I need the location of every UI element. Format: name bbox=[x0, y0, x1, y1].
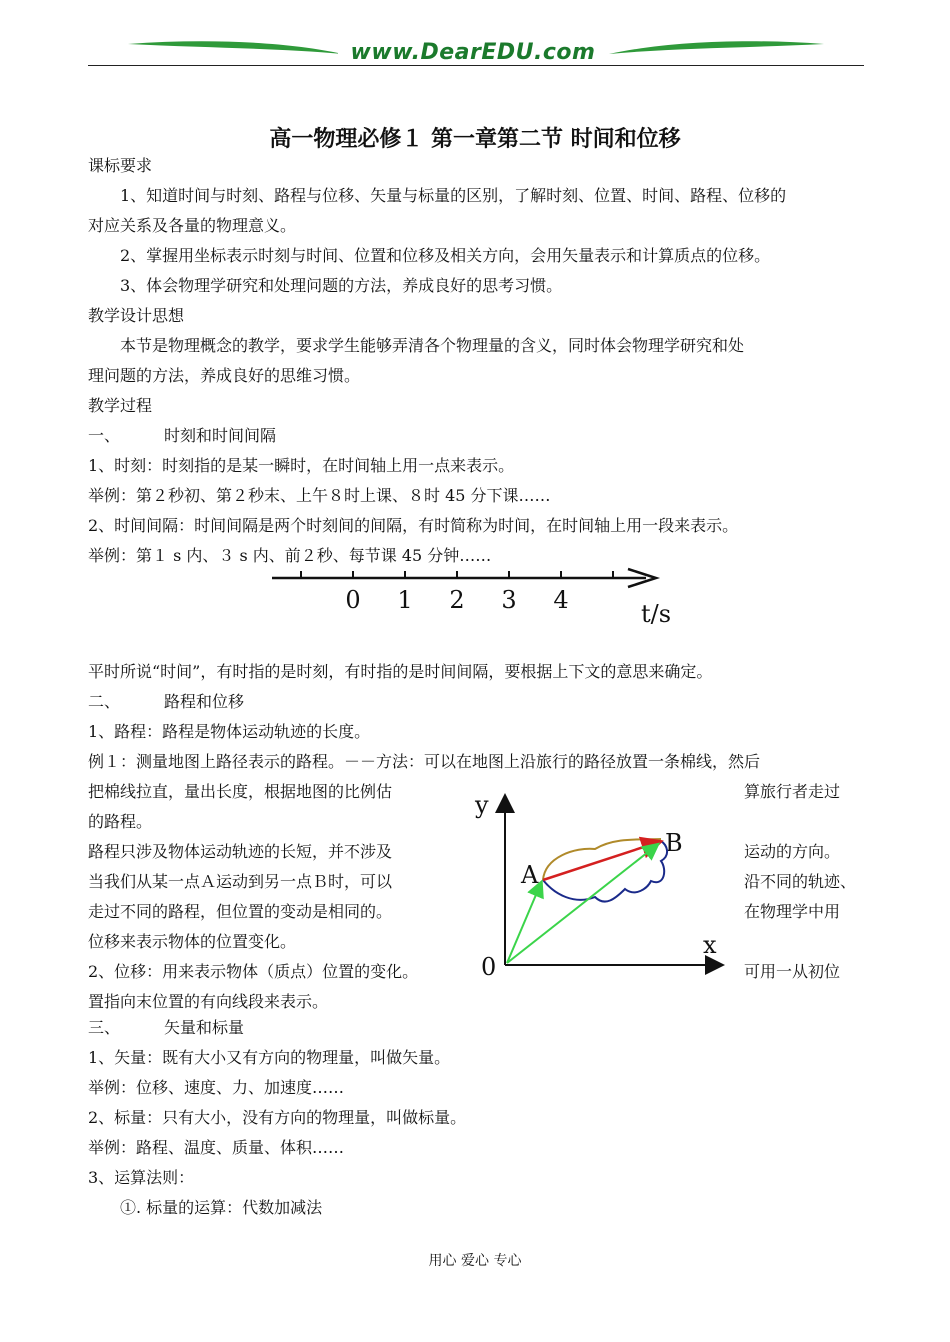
subsection-title: 矢量和标量 bbox=[164, 1018, 245, 1037]
curriculum-item-3: 3、体会物理学研究和处理问题的方法，养成良好的思考习惯。 bbox=[120, 276, 563, 295]
design-paragraph-cont: 理问题的方法，养成良好的思维习惯。 bbox=[88, 366, 361, 385]
paragraph: 平时所说“时间”，有时指的是时刻，有时指的是时间间隔，要根据上下文的意思来确定。 bbox=[88, 662, 713, 681]
timeline-tick-label: 1 bbox=[397, 586, 413, 614]
timeline-unit-label: t/s bbox=[640, 600, 672, 628]
paragraph: 2、标量：只有大小，没有方向的物理量，叫做标量。 bbox=[88, 1108, 467, 1127]
timeline-tick-label: 0 bbox=[345, 586, 361, 614]
curriculum-item-2: 2、掌握用坐标表示时刻与时间、位置和位移及相关方向，会用矢量表示和计算质点的位移。 bbox=[120, 246, 771, 265]
subsection-title: 路程和位移 bbox=[164, 692, 245, 711]
subsection-title: 时刻和时间间隔 bbox=[164, 426, 277, 445]
paragraph: 走过不同的路程，但位置的变动是相同的。 bbox=[88, 902, 393, 921]
position-vector-a bbox=[507, 883, 541, 963]
paragraph: 1、时刻：时刻指的是某一瞬时，在时间轴上用一点来表示。 bbox=[88, 456, 515, 475]
subsection-heading-2 bbox=[88, 692, 244, 712]
subsection-number: 二、 bbox=[88, 692, 121, 711]
timeline-tick-label: 4 bbox=[553, 586, 569, 614]
paragraph-wrap: 在物理学中用 bbox=[744, 902, 841, 921]
paragraph: 举例：位移、速度、力、加速度…… bbox=[88, 1078, 345, 1097]
x-axis-label: x bbox=[703, 931, 717, 959]
subsection-heading-3 bbox=[88, 1018, 244, 1038]
subsection-number: 一、 bbox=[88, 426, 121, 445]
paragraph-wrap: 算旅行者走过 bbox=[744, 782, 841, 801]
origin-label: 0 bbox=[481, 953, 497, 981]
timeline-tick-label: 2 bbox=[449, 586, 465, 614]
design-paragraph: 本节是物理概念的教学，要求学生能够弄清各个物理量的含义，同时体会物理学研究和处 bbox=[120, 336, 745, 355]
paragraph: 2、位移：用来表示物体（质点）位置的变化。 bbox=[88, 962, 419, 981]
section-heading-curriculum: 课标要求 bbox=[88, 156, 153, 175]
subsection-number: 三、 bbox=[88, 1018, 121, 1037]
section-heading-process: 教学过程 bbox=[88, 396, 153, 415]
paragraph: 把棉线拉直，量出长度，根据地图的比例估 bbox=[88, 782, 393, 801]
paragraph: 3、运算法则： bbox=[88, 1168, 195, 1187]
brand-logo: www.DearEDU.com bbox=[338, 40, 608, 65]
subsection-heading-1 bbox=[88, 426, 276, 446]
point-b-label: B bbox=[665, 829, 683, 857]
header-rule bbox=[88, 65, 864, 66]
paragraph: 2、时间间隔：时间间隔是两个时刻间的间隔，有时简称为时间，在时间轴上用一段来表示。 bbox=[88, 516, 739, 535]
paragraph: 举例：路程、温度、质量、体积…… bbox=[88, 1138, 345, 1157]
section-heading-design: 教学设计思想 bbox=[88, 306, 185, 325]
curriculum-item-1: 1、知道时间与时刻、路程与位移、矢量与标量的区别，了解时刻、位置、时间、路程、位移的 bbox=[120, 186, 787, 205]
paragraph: ①. 标量的运算：代数加减法 bbox=[120, 1198, 323, 1217]
paragraph-wrap: 可用一从初位 bbox=[744, 962, 841, 981]
paragraph: 的路程。 bbox=[88, 812, 153, 831]
paragraph: 举例：第１ s 内、３ s 内、前２秒、每节课 45 分钟…… bbox=[88, 546, 492, 565]
paragraph: 1、路程：路程是物体运动轨迹的长度。 bbox=[88, 722, 371, 741]
page-title: 高一物理必修１ 第一章第二节 时间和位移 bbox=[269, 127, 681, 152]
paragraph: 位移来表示物体的位置变化。 bbox=[88, 932, 297, 951]
paragraph-wrap: 运动的方向。 bbox=[744, 842, 841, 861]
paragraph: 置指向末位置的有向线段来表示。 bbox=[88, 992, 329, 1011]
paragraph: 1、矢量：既有大小又有方向的物理量，叫做矢量。 bbox=[88, 1048, 451, 1067]
y-axis-label: y bbox=[475, 791, 489, 819]
paragraph: 举例：第２秒初、第２秒末、上午８时上课、８时 45 分下课…… bbox=[88, 486, 551, 505]
path-lower bbox=[543, 841, 667, 902]
paragraph: 当我们从某一点Ａ运动到另一点Ｂ时，可以 bbox=[88, 872, 393, 891]
displacement-diagram bbox=[465, 785, 735, 985]
timeline-tick-label: 3 bbox=[501, 586, 517, 614]
curriculum-item-1-cont: 对应关系及各量的物理意义。 bbox=[88, 216, 297, 235]
timeline-figure bbox=[268, 560, 688, 630]
paragraph: 例１：测量地图上路径表示的路程。－－方法：可以在地图上沿旅行的路径放置一条棉线，然后 bbox=[88, 752, 761, 771]
paragraph-wrap: 沿不同的轨迹、 bbox=[744, 872, 857, 891]
page-header bbox=[88, 30, 864, 80]
displacement-vector bbox=[543, 842, 659, 880]
point-a-label: A bbox=[521, 861, 539, 889]
page-footer: 用心 爱心 专心 bbox=[428, 1253, 522, 1269]
paragraph: 路程只涉及物体运动轨迹的长短，并不涉及 bbox=[88, 842, 393, 861]
